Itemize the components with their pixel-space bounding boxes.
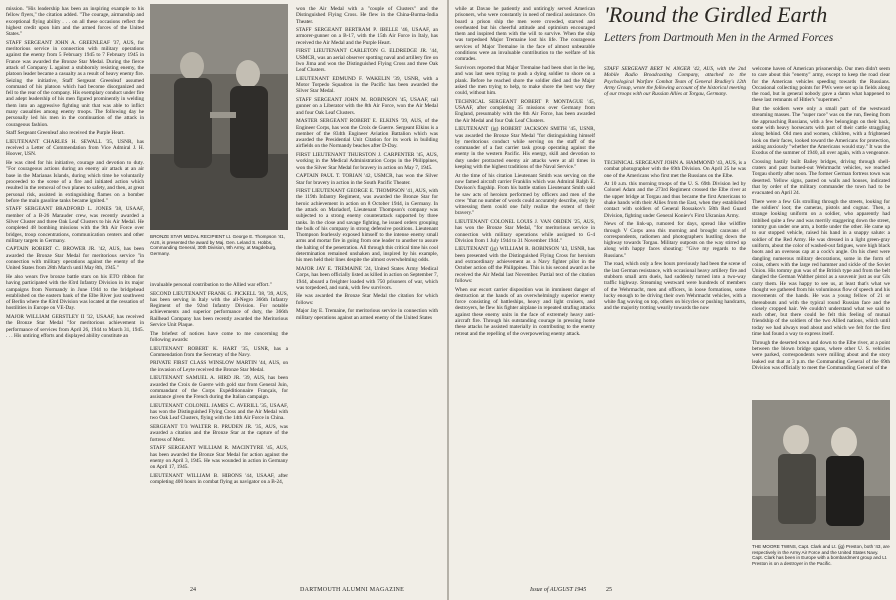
paragraph: PRIVATE FIRST CLASS WINSLOW MARTIN '44, AUS, on the invasion of Leyte received the Bronze Star Medal. [150, 360, 288, 373]
paragraph: LIEUTENANT WILLIAM B. HIBONS '44, USAAF, after completing 400 hours in combat flying as navigator on a B-24, [150, 472, 288, 485]
intro-paragraph: STAFF SERGEANT BERT W. ANGER '42, AUS, with the 2nd Mobile Radio Broadcasting Company, attached to the Psychological Warfare Combat Team of General Bradley's 12th Army Group, wrote the following account of the historical meeting of our troops with our Russian Allies at Torgau, Germany. [604, 66, 746, 98]
photo-caption-left: BRONZE STAR MEDAL RECIPIENT Lt. George E. Thompson '41, AUS, is presented the award by Maj. Gen. Leland S. Hobbs, Commanding General, 30th Division, 9th Army, at Magdeburg, Germany. [150, 234, 285, 256]
article-title: 'Round the Girdled Earth [604, 2, 828, 27]
paragraph: He was cited for his initiative, courage and devotion to duty. "For courageous actions during an enemy air attack at an air base in the Marianas Islands, during which time he voluntarily proceeded to the scene of a fire and initiated action which resulted in the removal of two planes to safety, and then, at great personal risk, assisted in extinguishing flames on a bomber before the main gasoline tanks became ignited." [6, 160, 144, 204]
paragraph: SECOND LIEUTENANT FRANK G. PICKELL '38, '39, AUS, has been serving in Italy with the all-Negro 366th Infantry Regiment of the 92nd Infantry Division. For notable achievements and superior performance of duty, the 366th Railhead Company has been recently awarded the Meritorious Service Unit Plaque. [150, 290, 288, 329]
right-col-1 [455, 6, 595, 584]
paragraph: LIEUTENANT COLONEL LOUIS J. VAN ORDEN '25, AUS, has won the Bronze Star Medal, "for meritorious service in connection with military operations while assigned to G-4 Division from 1 July 1944 to 31 November 1944." [455, 218, 595, 244]
paragraph: CAPTAIN PAUL T. TORIAN '42, USMCR, has won the Silver Star for bravery in action in the South Pacific Theater. [296, 173, 438, 186]
paragraph: mission. "His leadership has been an inspiring example to his fellow flyers," the citation added. "The courage, airmanship and exceptional flying ability . . . on all these occasions reflect the highest credit upon him and the armed forces of the United States." [6, 6, 144, 38]
paragraph: He was awarded the Bronze Star Medal the citation for which follows: [296, 293, 438, 306]
paragraph: LIEUTENANT ROBERT K. HART '35, USNR, has a Commendation from the Secretary of the Navy. [150, 345, 288, 358]
moore-twins-photo [752, 400, 890, 540]
paragraph: STAFF SERGEANT BERTRAM P. IBELLE '46, USAAF, an armorer-gunner on a B-17, with the 15th Air Force in Italy, has received the Air Medal and the Purple Heart. [296, 27, 438, 46]
paragraph: LIEUTENANT SAMUEL A. HIRD JR. '39, AUS, has been awarded the Croix de Guerre with gold star from General Juin, commandant of the Corps Expéditionnaire Français, for assistance given the French during the Italian campaign. [150, 375, 288, 401]
paragraph: LIEUTENANT CHARLES H. SEWALL '35, USNR, has received a Letter of Commendation from Vice Admiral J. H. Hoover, USN. [6, 138, 144, 158]
bronze-star-photo-image [150, 4, 288, 230]
paragraph: When our escort carrier disposition was in imminent danger of destruction at the hands of an overwhelmingly superior enemy force consisting of battleships, heavy and light cruisers, and destroyers, he flew his fighter airplane in repeated strafing attacks against these enemy units in the face of extremely heavy anti-aircraft fire. Through his outstanding courage in pressing home these attacks he assisted materially in contributing to the enemy retreat and the repelling of the overpowering enemy attack. [455, 286, 595, 337]
left-page-number: 24 [190, 587, 196, 593]
paragraph: But the soldiers were only a small part of the westward streaming masses. The "super race" was on the run, fleeing from the approaching Russians, with a few belongings on their back, some with heavy horsecarts with part of their cattle straggling along behind. Old men and women, children, with a frightened look on their faces, looked toward the Americans for protection, asking anxiously "whether the Americans would stay." It was the Exodus of the summer of 1940, all over again, with a vengeance. [752, 106, 890, 157]
paragraph: LIEUTENANT EDMUND F. WAKELIN '39, USNR, with a Motor Torpedo Squadron in the Pacific has been awarded the Silver Star Medal. [296, 75, 438, 95]
right-page-number: 25 [606, 587, 612, 593]
paragraph: Through the deserted town and down to the Elbe river, at a point between the blown bridge spans, where other U. S. vehicles were parked, correspondents were milling about and the story leaked out that at 3 p.m. the Commanding General of the 69th Division was officially to meet the Commanding General of the [752, 339, 890, 371]
paragraph: welcome haven of American prisonership. Our men didn't seem to care about this "enemy" army, except to keep the road clear for the American vehicles speeding towards the Russians. Occasional collecting points for PWs were set up in fields along the road, but in general nobody gave a damn what happened to these last remnants of Hitler's "supermen." [752, 66, 890, 104]
left-col-2 [150, 282, 288, 584]
paragraph: News of the link-up, rumored for days, spread like wildfire through V Corps area this morning and brought caravans of correspondents, radiomen and photographers hustling down the highway towards Torgau. Military outposts on the way stirred up along with happy faces shouting: "Give my regards to the Russians." [604, 221, 746, 259]
photo-caption-right: THE MOORE TWINS, Capt. Clark and Lt. (jg) Preston, both '43, are respectively in the Army Air Force and the United States Navy. Capt. Clark has been in Europe with a bombardment group and Lt. Preston is on a destroyer in the Pacific. [752, 544, 890, 566]
moore-twins-photo-image [752, 400, 890, 540]
paragraph: The road, which only a few hours previously had been the scene of the last German resistance, with occasional heavy artillery fire and stubborn small arm duels, had suddenly turned into a two-way traffic highway. Streaming westward were hundreds of members of the Wehrmacht, men and officers, in loose formations, some lucky enough to be driving their own Wehrmacht vehicles, with a white flag waving on top, others on bicycles or pushing handcarts, and the majority trotting wearily towards the now [604, 261, 746, 312]
paragraph: At 10 a.m. this morning troops of the U. S. 69th Division led by Colonel Adam and the 273rd Regiment crossed the Elbe river at the upper bridge at Torgau and thus became the first Americans to shake hands with their Allies from the East, when they established contact with soldiers of General Rossakov's 58th Red Guard Division, fighting under General Koniev's First Ukranian Army. [604, 181, 746, 219]
paragraph: invaluable personal contribution to the Allied war effort." [150, 282, 272, 288]
paragraph: while at Davao he patiently and untiringly served American prisoners, who were constantly in need of medical assistance. On board a prison ship the men were crowded, starved and overheated but his cheerful attitude and optimism encouraged them and inspired them with the will to survive. When the ship was torpedoed Major Tremaine lost his life. The courageous services of Major Tremaine in the face of almost unbearable conditions were an invaluable contribution to the welfare of his comrades. [455, 6, 595, 63]
paragraph: MASTER SERGEANT ROBERT E. ELKINS '39, AUS, of the Engineer Corps, has won the Croix de Guerre. Sergeant Elkins is a member of the 834th Engineer Aviation Battalion which was awarded the Presidential Unit Citation for its work in building airfields on the Normandy beaches after D-Day. [296, 118, 438, 150]
paragraph: CAPTAIN ROBERT C. BROWER JR. '42, AUS, has been awarded the Bronze Star Medal for meritorious service "in connection with military operations against the enemy of the United States from 28th March until May 8th, 1945." [6, 246, 144, 272]
paragraph: LIEUTENANT (jg) WILLIAM R. ROBINSON '43, USNR, has been presented with the Distinguished Flying Cross for heroism and extraordinary achievement as a Navy fighter pilot in the October action off the Philippines. This is his second award as he received the Air Medal last November. Partial text of the citation follows: [455, 246, 595, 284]
paragraph: STAFF SERGEANT BRADFORD L. JONES '38, USAAF, member of a B-26 Marauder crew, was recently awarded a Silver Cluster and three Oak Leaf Clusters to his Air Medal. He completed 48 bombing missions with the 9th Air Force over bridges, troop concentrations, communication centers and other military targets in Germany. [6, 206, 144, 244]
paragraph: TECHNICAL SERGEANT ROBERT P. MONTAGUE '45, USAAF, after completing 35 missions over Germany from England, presumably with the 8th Air Force, has been awarded the Air Medal and four Oak Leaf Clusters. [455, 98, 595, 124]
paragraph: STAFF SERGEANT JOHN A. GREENLEAF '37, AUS, for meritorious service in connection with military operations against the enemy from 5 February 1945 to 7 February 1945 in France was awarded the Bronze Star Medal. During the fierce attack of Company L against a stubbornly resisting enemy, the platoon leader became a casualty as a result of heavy enemy fire. Seizing the initiative, Staff Sergeant Greenleaf assumed command of his platoon which had become disorganized and fell to the rear of the company. His exemplary conduct under fire and adept leadership of his men figured prominently in welding them into an aggressive fighting unit that was able to inflict many casualties among enemy troops. The following day he personally led his men in the continuation of the attack in courageous fashion. [6, 39, 144, 128]
paragraph: STAFF SERGEANT WILLIAM R. MACINTYRE '45, AUS, has been awarded the Bronze Star Medal for action against the enemy on April 3, 1945. He was wounded in action in Germany on April 17, 1945. [150, 445, 288, 471]
paragraph: LIEUTENANT (jg) ROBERT JACKSON SMITH '45, USNR, was awarded the Bronze Star Medal "for distinguishing himself by meritorious conduct while serving on the staff of the commander of a fast carrier task group operating against the enemy in the western Pacific. His energy, skill and devotion to duty under protracted enemy air attacks were at all times in keeping with the highest traditions of the Naval Service." [455, 126, 595, 171]
paragraph: MAJOR JAY E. TREMAINE '24, United States Army Medical Corps, has been officially listed as killed in action on September 7, 1944, aboard a freighter loaded with 750 prisoners of war, which was torpedoed, and sunk, with few survivors. [296, 265, 438, 291]
paragraph: FIRST LIEUTENANT CARLETON G. ELDREDGE JR. '44, USMCR, was an aerial observer spotting naval and artillery fire on Iwo Jima and won the Distinguished Flying Cross and three Oak Leaf Clusters. [296, 48, 438, 74]
left-col-3 [296, 6, 438, 584]
paragraph: TECHNICAL SERGEANT JOHN A. HAMMOND '43, AUS, is a combat photographer with the 69th Division. On April 25 he was one of the Americans who first met the Russians on the Elbe. [604, 160, 746, 179]
paragraph: STAFF SERGEANT JOHN M. ROBINSON '45, USAAF, tail gunner on a Liberator with the 8th Air Force, won the Air Medal and four Oak Leaf Clusters. [296, 97, 438, 116]
paragraph: There were a few GIs strolling through the streets, looking for the soldiers' loot; the cameras, pistols and cognac. Then, a strange looking uniform on a soldier, who apparently had imbibed quite a few and was merrily staggering down the street, tommy gun under one arm, a bottle under the other. He came up to our stopped vehicle, raised his hand in a snappy salute: a soldier of the Red Army. He was dressed in a light green-gray uniform, about the color of washed-out fatigues, wore high black boots and an overseas cap at a cock's angle. On his chest were dangling numerous military decorations, some in the form of coins, others with the large red hammer and sickle of the Soviet Union. His tommy gun was of the British type and from the belt dangled the German Walther pistol as a souvenir just as our GIs carry them. He was happy to see us, at least that's what we thought we gathered from his voluminous flow of speech and his movements of the hands. He was a young fellow of 21 or thereabouts and with the typical round Russian face and the closely cropped hair. We couldn't understand what we said to each other, but there could be felt this feeling of mutual friendship of the soldiers of the two Allied nations, which until today we had always read about and which we felt for the first time had found a way to express itself. [752, 198, 890, 338]
paragraph: MAJOR WILLIAM GERSTLEY II '32, USAAF, has received the Bronze Star Medal "for meritorious achievement in performance of services from April 26, 1944 to March 31, 1945. . . . His untiring efforts and displayed ability constitute an [6, 314, 144, 339]
magazine-name: DARTMOUTH ALUMNI MAGAZINE [300, 587, 405, 593]
paragraph: Major Jay E. Tremaine, for meritorious service in connection with military operations against an armed enemy of the United States [296, 308, 438, 321]
paragraph: He also wears five bronze battle stars on his ETO ribbon for having participated with the 83rd Infantry Division in its major campaigns from Normandy in June 1944 to the bridgehead established on the eastern bank of the Elbe River just southwest of Berlin where the 83rd Division was located at the cessation of hostilities in Europe on VE-Day. [6, 273, 144, 312]
bronze-star-photo [150, 4, 288, 230]
paragraph: Staff Sergeant Greenleaf also received the Purple Heart. [6, 130, 125, 137]
paragraph: won the Air Medal with a "couple of Clusters" and the Distinguished Flying Cross. He flew in the China-Burma-India Theater. [296, 6, 438, 25]
right-col-3 [752, 66, 890, 398]
paragraph: The briefest of notices have come to me concerning the following awards: [150, 330, 288, 343]
paragraph: Crossing hastily built Bailey bridges, driving through shell-craters and past burned-out Wehrmacht vehicles, we reached Torgau shortly after noon. The former German fortress town was deserted. Yellow signs, pasted on walls and houses, indicated that by order of the military commander the town had to be evacuated on April 24. [752, 158, 890, 197]
paragraph: At the time of his citation Lieutenant Smith was serving on the now famed aircraft carrier Franklin which was Admiral Ralph E. Davison's flagship. From his battle station Lieutenant Smith said he saw acts of heroism performed by officers and men of the crew "that no number of words could accurately describe, only by witnessing them could one fully realize the extent of their bravery." [455, 172, 595, 217]
paragraph: SERGEANT T/3 WALTER R. PRUDEN JR. '35, AUS, was awarded a citation and the Bronze Star at the capture of the fortress of Metz. [150, 424, 288, 443]
paragraph: Survivors reported that Major Tremaine had been shot in the leg, and was last seen trying to push a dying soldier to shore on a plank. Before he reached shore the soldier died and the Major asked the men trying to help, to make shore the best way they could, without him. [455, 64, 595, 97]
paragraph: FIRST LIEUTENANT GEORGE E. THOMPSON '41, AUS, with the 119th Infantry Regiment, was awarded the Bronze Star for heroic achievement in action on 8 October 1944, in Germany. In the attack on Mariadorf, Lieutenant Thompson's company was subjected to a strong enemy counterattack supported by three tanks. In the close and savage fighting, he issued orders grouping the bulk of his company in strong defensive positions. Lieutenant Thompson fearlessly exposed himself to the intense enemy small arms and mortar fire in going from one leader to another to assure the halting of the penetration. All through this critical time his cool determination remained unshaken and, inspired by his example, his men held their lines despite the almost overwhelming odds. [296, 188, 438, 264]
issue-date: Issue of AUGUST 1945 [530, 587, 587, 593]
article-intro [604, 66, 746, 158]
paragraph: FIRST LIEUTENANT THURSTON J. CARPENTER '45, AUS, working in the Medical Administration Corps in the Philippines, won the Silver Star Medal for bravery in action on May 7, 1945. [296, 152, 438, 171]
article-subtitle: Letters from Dartmouth Men in the Armed Forces [604, 32, 834, 44]
paragraph: LIEUTENANT COLONEL JAMES C. AVERILL '35, USAAF, has won the Distinguished Flying Cross and the Air Medal with two Oak Leaf Clusters, flying with the 14th Air Force in China. [150, 402, 288, 422]
left-col-1 [6, 6, 144, 584]
right-col-2 [604, 160, 746, 584]
